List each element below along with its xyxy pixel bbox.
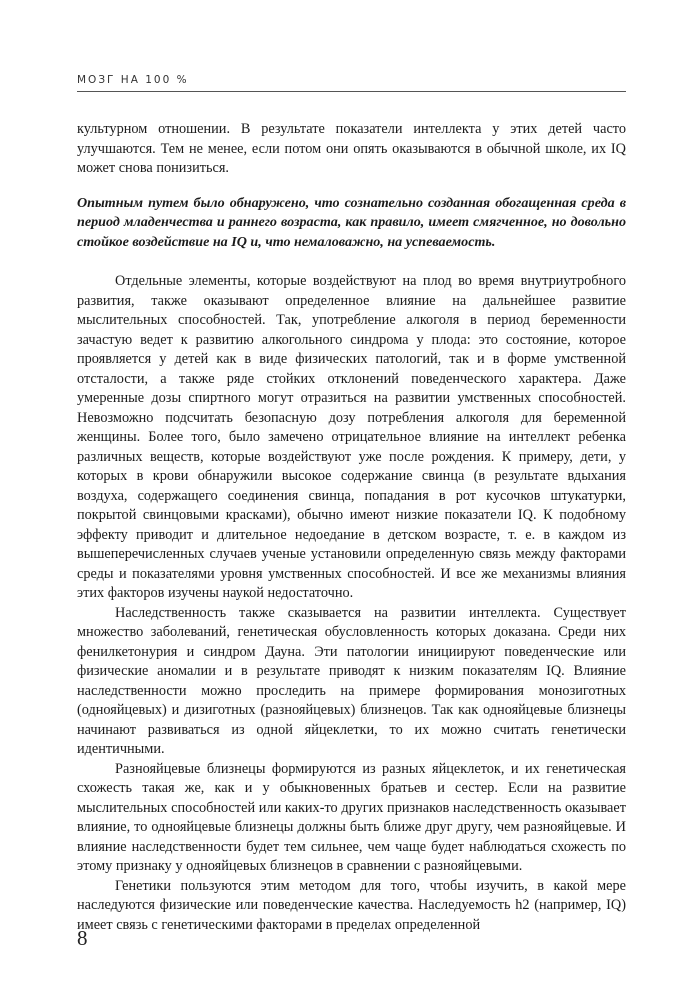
paragraph-continuation: культурном отношении. В результате показатели интеллекта у этих детей часто улучшаются. Тем не менее, если потом они опять оказываются в обычной школе, их IQ может снова понизиться. bbox=[77, 121, 626, 176]
running-title: МОЗГ НА 100 % bbox=[77, 74, 189, 86]
paragraph-genetics-method: Генетики пользуются этим методом для того, чтобы изучить, в какой мере наследуются физические или поведенческие качества. Наследуемость h2 (например, IQ) имеет связь с генетическими факторами в пределах определенной bbox=[77, 877, 626, 933]
body-text bbox=[77, 120, 626, 935]
highlighted-statement: Опытным путем было обнаружено, что сознательно созданная обогащенная среда в период младенчества и раннего возраста, как правило, имеет смягченное, но довольно стойкое воздействие на IQ и, что немаловажно, на успеваемость. bbox=[77, 194, 626, 250]
paragraph-prenatal-factors: Отдельные элементы, которые воздействуют на плод во время внутриутробного развития, также оказывают определенное влияние на дальнейшее развитие мыслительных способностей. Так, употребление алкоголя в период беременности зачастую ведет к развитию алкогольного синдрома у плода: это состояние, которое проявляется у детей как в виде физических патологий, так и в форме умственной отсталости, а также ряде стойких отклонений поведенческого характера. Даже умеренные дозы спиртного могут отразиться на развитии умственных способностей. Невозможно подсчитать безопасную дозу потребления алкоголя для беременной женщины. Более того, было замечено отрицательное влияние на интеллект ребенка различных веществ, которые воздействуют уже после рождения. К примеру, дети, у которых в крови обнаружили высокое содержание свинца (в результате вдыхания воздуха, содержащего соединения свинца, попадания в рот кусочков штукатурки, покрытой свинцовыми красками), обычно имеют низкие показатели IQ. К подобному эффекту приводит и длительное недоедание в детском возрасте, т. е. в каждом из вышеперечисленных случаев ученые установили определенную связь между факторами среды и показателями уровня умственных способностей. И все же механизмы влияния этих факторов изучены наукой недостаточно. bbox=[77, 273, 626, 601]
page-number: 8 bbox=[77, 926, 88, 950]
paragraph-fraternal-twins: Разнояйцевые близнецы формируются из разных яйцеклеток, и их генетическая схожесть такая же, как и у обыкновенных братьев и сестер. Если на развитие мыслительных способностей или каких-то других признаков наследственность оказывает влияние, то однояйцевые близнецы должны быть ближе друг другу, чем разнояйцевые. И влияние наследственности будет тем сильнее, чем чаще будет наблюдаться схожесть по этому признаку у однояйцевых близнецов в сравнении с разнояйцевыми. bbox=[77, 760, 626, 874]
header-rule bbox=[77, 91, 626, 92]
paragraph-heredity: Наследственность также сказывается на развитии интеллекта. Существует множество заболеваний, генетическая обусловленность которых доказана. Среди них фенилкетонурия и синдром Дауна. Эти патологии инициируют поведенческие или физические аномалии и в результате приводят к низким показателям IQ. Влияние наследственности можно проследить на примере формирования монозиготных (однояйцевых) и дизиготных (разнояйцевых) близнецов. Так как однояйцевые близнецы начинают развиваться из одной яйцеклетки, то их можно считать генетически идентичными. bbox=[77, 604, 626, 757]
